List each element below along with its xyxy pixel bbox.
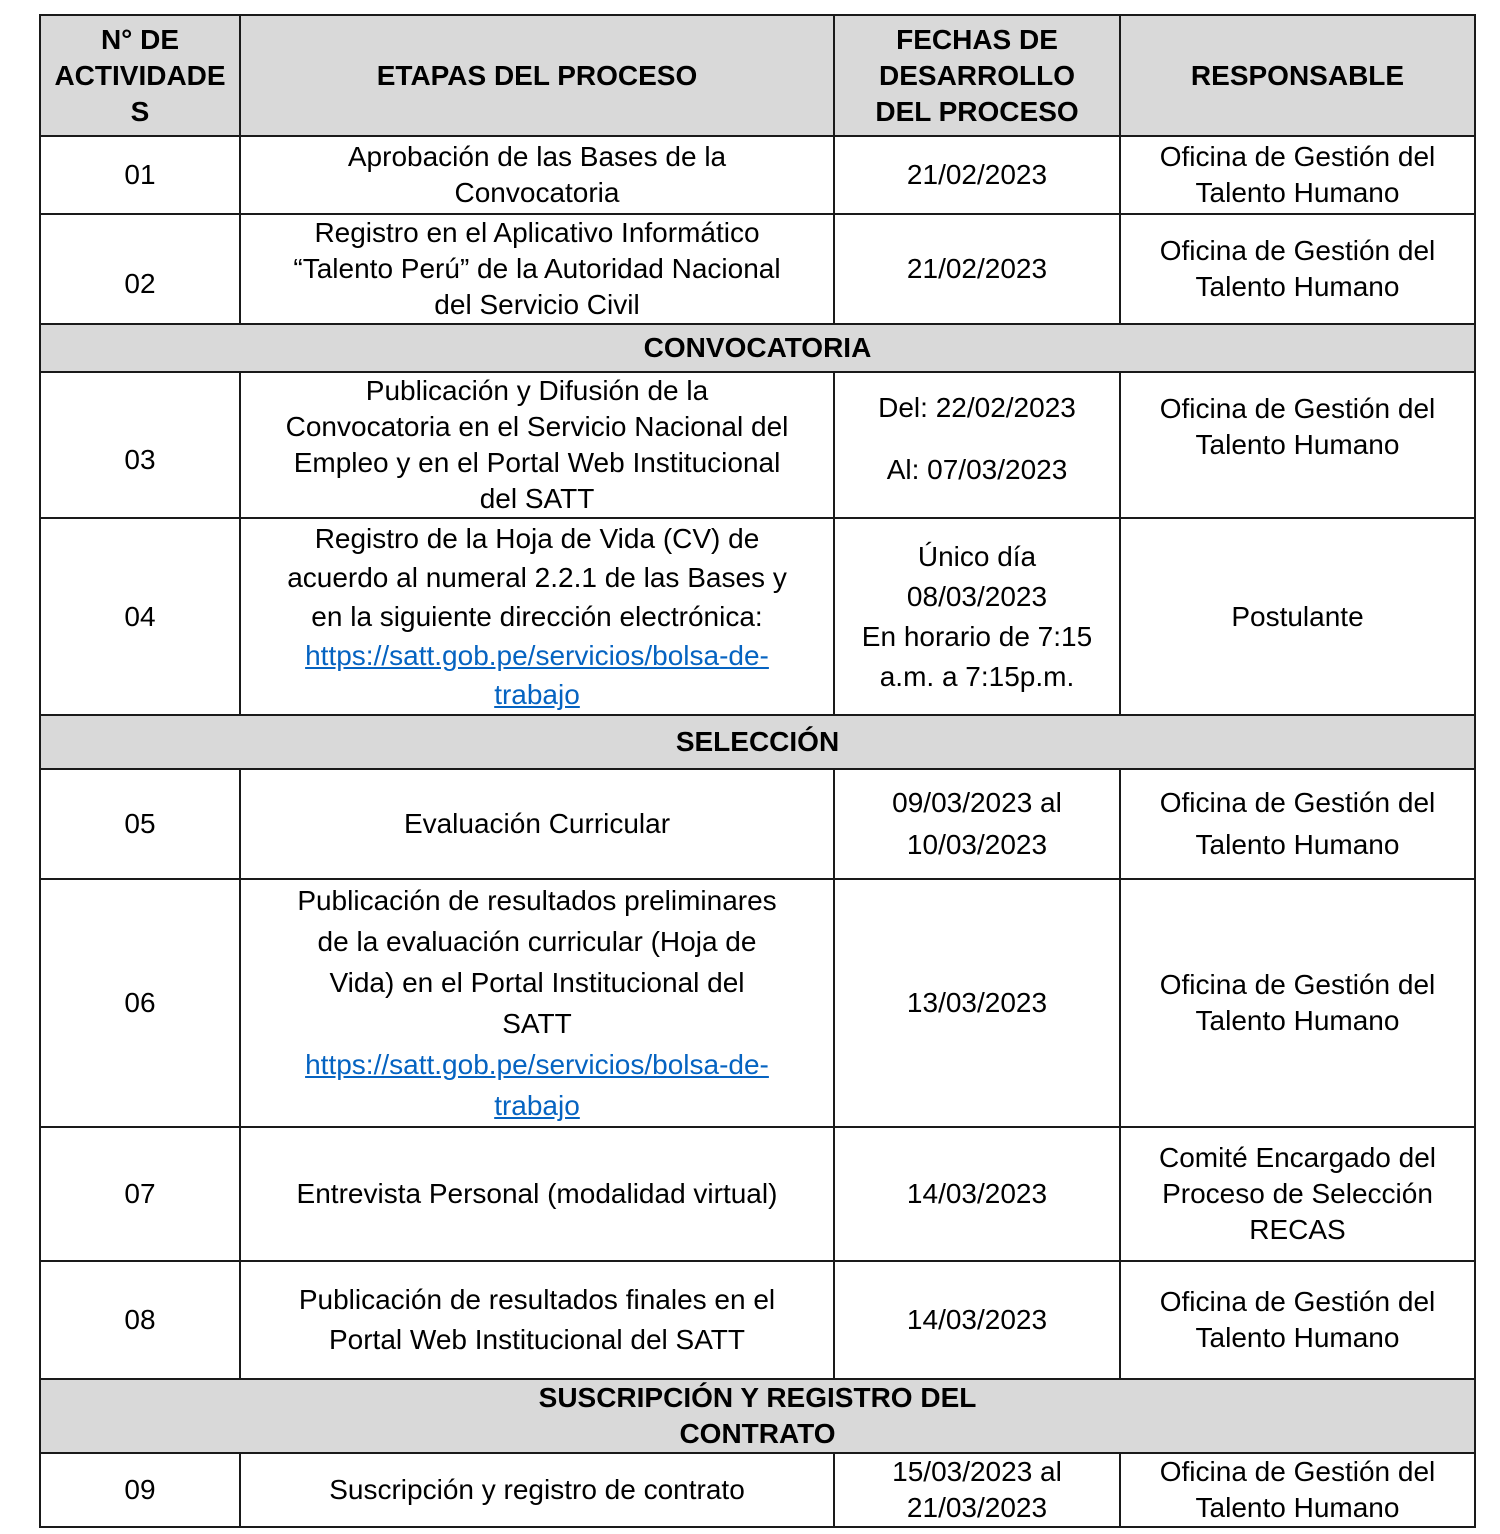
activity-number: 09 [40,1453,240,1527]
responsible: Oficina de Gestión del Talento Humano [1120,769,1475,879]
process-stage: Entrevista Personal (modalidad virtual) [240,1127,834,1261]
table-row [40,1127,1475,1261]
header-process-stages: ETAPAS DEL PROCESO [240,15,834,136]
table-row [40,879,1475,1127]
activity-number: 02 [40,214,240,324]
process-stage: Publicación de resultados finales en el Portal Web Institucional del SATT [240,1261,834,1379]
bolsa-de-trabajo-link[interactable]: https://satt.gob.pe/servicios/bolsa-de- trabajo [305,640,769,710]
process-date: 09/03/2023 al 10/03/2023 [834,769,1120,879]
process-stage: Publicación de resultados preliminares de la evaluación curricular (Hoja de Vida) en el Portal Institucional del SATT https://satt.gob.pe/servicios/bolsa-de- trabajo [240,879,834,1127]
table-row [40,769,1475,879]
header-process-dates: FECHAS DE DESARROLLO DEL PROCESO [834,15,1120,136]
table-row [40,372,1475,518]
activity-number: 04 [40,518,240,715]
section-row-convocatoria [40,324,1475,372]
section-row-seleccion [40,715,1475,769]
responsible: Comité Encargado del Proceso de Selección RECAS [1120,1127,1475,1261]
process-date: Único día 08/03/2023 En horario de 7:15 a.m. a 7:15p.m. [834,518,1120,715]
process-stage: Suscripción y registro de contrato [240,1453,834,1527]
table-row [40,518,1475,715]
activity-number: 05 [40,769,240,879]
process-stage: Registro en el Aplicativo Informático “Talento Perú” de la Autoridad Nacional del Servicio Civil [240,214,834,324]
section-title: CONVOCATORIA [40,324,1475,372]
bolsa-de-trabajo-link[interactable]: https://satt.gob.pe/servicios/bolsa-de- trabajo [305,1049,769,1121]
responsible: Oficina de Gestión del Talento Humano [1120,879,1475,1127]
table-header-row [40,15,1475,136]
process-schedule-table [39,14,1476,1528]
process-date: 21/02/2023 [834,214,1120,324]
table-row [40,214,1475,324]
section-row-suscripcion [40,1379,1475,1453]
activity-number: 01 [40,136,240,214]
process-date: Del: 22/02/2023 Al: 07/03/2023 [834,372,1120,518]
responsible: Oficina de Gestión del Talento Humano [1120,372,1475,518]
responsible: Oficina de Gestión del Talento Humano [1120,1261,1475,1379]
responsible: Postulante [1120,518,1475,715]
process-stage: Evaluación Curricular [240,769,834,879]
activity-number: 06 [40,879,240,1127]
process-stage: Aprobación de las Bases de la Convocatoria [240,136,834,214]
process-date: 15/03/2023 al 21/03/2023 [834,1453,1120,1527]
section-title: SUSCRIPCIÓN Y REGISTRO DEL CONTRATO [40,1379,1475,1453]
process-date: 14/03/2023 [834,1127,1120,1261]
table-row [40,136,1475,214]
process-date: 21/02/2023 [834,136,1120,214]
process-stage: Publicación y Difusión de la Convocatoria en el Servicio Nacional del Empleo y en el Portal Web Institucional del SATT [240,372,834,518]
process-date: 13/03/2023 [834,879,1120,1127]
activity-number: 07 [40,1127,240,1261]
section-title: SELECCIÓN [40,715,1475,769]
process-stage: Registro de la Hoja de Vida (CV) de acuerdo al numeral 2.2.1 de las Bases y en la siguiente dirección electrónica: https://satt.gob.pe/servicios/bolsa-de- trabajo [240,518,834,715]
activity-number: 03 [40,372,240,518]
header-activity-number: N° DE ACTIVIDADE S [40,15,240,136]
header-responsible: RESPONSABLE [1120,15,1475,136]
responsible: Oficina de Gestión del Talento Humano [1120,136,1475,214]
responsible: Oficina de Gestión del Talento Humano [1120,1453,1475,1527]
table-row [40,1261,1475,1379]
process-date: 14/03/2023 [834,1261,1120,1379]
table-row [40,1453,1475,1527]
activity-number: 08 [40,1261,240,1379]
responsible: Oficina de Gestión del Talento Humano [1120,214,1475,324]
